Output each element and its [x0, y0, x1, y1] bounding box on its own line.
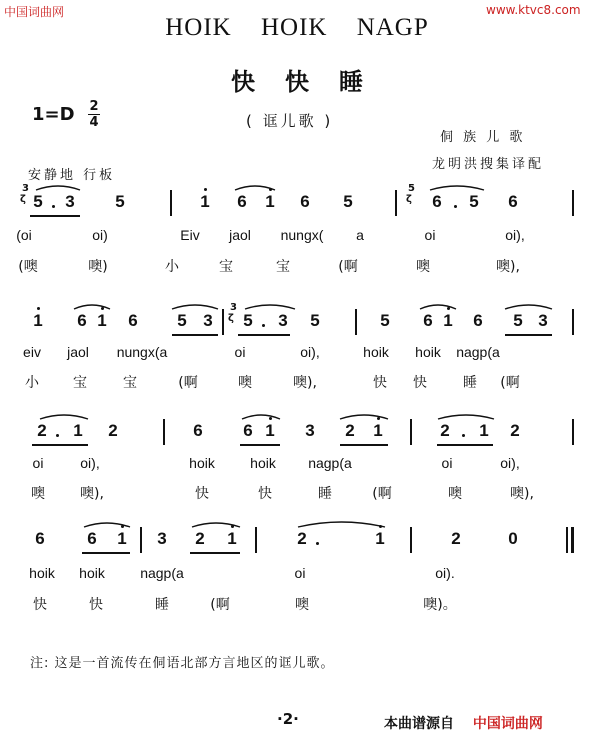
- barline: [395, 190, 397, 216]
- jianpu-note: 6: [128, 311, 138, 330]
- jianpu-note: 6: [300, 192, 310, 211]
- jianpu-note: 0: [508, 529, 518, 548]
- lyric-pinyin: hoik: [415, 344, 441, 360]
- jianpu-note: 1: [375, 529, 385, 548]
- eighth-underline: [240, 444, 280, 446]
- lyric-chinese: 小: [165, 259, 179, 275]
- song-title-english: HOIK HOIK NAGP: [165, 14, 429, 41]
- lyric-pinyin: jaol: [229, 227, 251, 243]
- eighth-underline: [437, 444, 493, 446]
- lyric-pinyin: a: [356, 227, 364, 243]
- lyric-pinyin: hoik: [29, 565, 55, 581]
- jianpu-note: 2: [297, 529, 307, 548]
- lyric-pinyin: Eiv: [180, 227, 200, 243]
- high-octave-dot: [377, 417, 380, 420]
- high-octave-dot: [269, 188, 272, 191]
- slur: [172, 305, 218, 309]
- jianpu-note: 3: [278, 311, 288, 330]
- lyric-pinyin: hoik: [250, 455, 276, 471]
- jianpu-note: 1: [33, 311, 43, 330]
- lyric-pinyin: nagp(a: [456, 344, 500, 360]
- high-octave-dot: [121, 525, 124, 528]
- lyric-chinese: (啊: [178, 375, 198, 391]
- lyric-chinese: (啊: [500, 375, 520, 391]
- final-barline-thin: [566, 527, 568, 553]
- slur: [438, 415, 494, 419]
- jianpu-note: 6: [87, 529, 97, 548]
- jianpu-note: 3: [157, 529, 167, 548]
- lyric-chinese: 快: [33, 597, 47, 613]
- jianpu-note: 5: [469, 192, 479, 211]
- jianpu-note: 6: [77, 311, 87, 330]
- slur: [505, 305, 552, 309]
- breath-tick: ζ: [228, 313, 234, 324]
- jianpu-note: 3: [65, 192, 75, 211]
- lyric-chinese: 噢),: [80, 486, 104, 502]
- lyric-chinese: 宝: [276, 259, 290, 275]
- slur: [420, 305, 456, 309]
- barline: [572, 419, 574, 445]
- jianpu-note: 6: [243, 421, 253, 440]
- lyric-pinyin: oi: [32, 455, 44, 471]
- lyric-pinyin: oi: [424, 227, 436, 243]
- jianpu-note: 5: [33, 192, 43, 211]
- slur: [298, 522, 385, 527]
- lyric-chinese: 噢),: [496, 259, 520, 275]
- credit-collector: 龙明洪搜集译配: [432, 157, 545, 172]
- lyric-chinese: 噢),: [510, 486, 534, 502]
- lyric-pinyin: nungx(a: [116, 344, 168, 360]
- jianpu-note: 6: [473, 311, 483, 330]
- high-octave-dot: [231, 525, 234, 528]
- lyric-chinese: 噢: [31, 486, 45, 502]
- lyric-chinese: 噢: [448, 486, 462, 502]
- lyric-pinyin: eiv: [23, 344, 41, 360]
- genre-label: ( 诓儿歌 ): [246, 112, 334, 130]
- jianpu-note: 1: [373, 421, 383, 440]
- eighth-underline: [172, 334, 218, 336]
- jianpu-note: 1: [227, 529, 237, 548]
- jianpu-note: 6: [237, 192, 247, 211]
- jianpu-note: 5: [115, 192, 125, 211]
- high-octave-dot: [447, 307, 450, 310]
- jianpu-note: 2: [195, 529, 205, 548]
- lyric-pinyin: oi),: [80, 455, 100, 471]
- lyric-chinese: 宝: [219, 259, 233, 275]
- barline: [572, 190, 574, 216]
- jianpu-note: 2: [345, 421, 355, 440]
- jianpu-note: 5: [343, 192, 353, 211]
- slur: [245, 305, 295, 309]
- lyric-chinese: 宝: [123, 375, 137, 391]
- lyric-pinyin: hoik: [79, 565, 105, 581]
- lyric-pinyin: nagp(a: [140, 565, 184, 581]
- jianpu-note: 6: [35, 529, 45, 548]
- lyric-chinese: 噢),: [293, 375, 317, 391]
- jianpu-note: 5: [513, 311, 523, 330]
- lyric-chinese: (啊: [372, 486, 392, 502]
- augmentation-dot: [316, 542, 319, 545]
- augmentation-dot: [462, 434, 465, 437]
- augmentation-dot: [56, 434, 59, 437]
- eighth-underline: [30, 215, 80, 217]
- credit-people: 侗 族 儿 歌: [440, 130, 526, 145]
- augmentation-dot: [262, 324, 265, 327]
- eighth-underline: [190, 552, 240, 554]
- breath-mark: 3: [22, 183, 29, 194]
- lyric-chinese: 睡: [155, 597, 169, 613]
- eighth-underline: [82, 552, 130, 554]
- jianpu-note: 6: [432, 192, 442, 211]
- jianpu-note: 1: [443, 311, 453, 330]
- jianpu-note: 6: [423, 311, 433, 330]
- jianpu-note: 5: [243, 311, 253, 330]
- jianpu-note: 3: [203, 311, 213, 330]
- jianpu-note: 3: [538, 311, 548, 330]
- time-denominator: 4: [89, 115, 99, 130]
- lyric-pinyin: oi),: [500, 455, 520, 471]
- lyric-chinese: 睡: [318, 486, 332, 502]
- barline: [222, 309, 224, 335]
- lyric-pinyin: oi: [294, 565, 306, 581]
- slur: [242, 415, 280, 419]
- song-title-chinese: 快快睡: [231, 68, 393, 96]
- slur: [74, 305, 110, 309]
- jianpu-note: 6: [508, 192, 518, 211]
- high-octave-dot: [269, 417, 272, 420]
- barline: [355, 309, 357, 335]
- barline: [140, 527, 142, 553]
- lyric-chinese: 睡: [463, 375, 477, 391]
- jianpu-note: 1: [265, 421, 275, 440]
- lyric-pinyin: oi): [92, 227, 108, 243]
- lyric-chinese: 噢)。: [423, 597, 457, 613]
- barline: [170, 190, 172, 216]
- slur: [430, 186, 484, 190]
- lyric-chinese: (啊: [210, 597, 230, 613]
- jianpu-note: 5: [177, 311, 187, 330]
- lyric-pinyin: hoik: [189, 455, 215, 471]
- jianpu-note: 6: [193, 421, 203, 440]
- eighth-underline: [340, 444, 388, 446]
- jianpu-note: 5: [310, 311, 320, 330]
- lyric-chinese: 小: [25, 375, 39, 391]
- augmentation-dot: [52, 205, 55, 208]
- jianpu-note: 1: [265, 192, 275, 211]
- barline: [410, 527, 412, 553]
- jianpu-note: 2: [510, 421, 520, 440]
- watermark-left: 中国词曲网: [4, 5, 65, 19]
- source-site-link[interactable]: 中国词曲网: [472, 716, 543, 732]
- breath-tick: ζ: [406, 194, 412, 205]
- barline: [163, 419, 165, 445]
- lyric-pinyin: oi: [441, 455, 453, 471]
- footnote: 注: 这是一首流传在侗语北部方言地区的诓儿歌。: [30, 656, 335, 671]
- page-number: ·2·: [277, 710, 299, 728]
- barline: [410, 419, 412, 445]
- source-credit: [384, 713, 543, 733]
- lyric-pinyin: oi: [234, 344, 246, 360]
- breath-tick: ζ: [20, 194, 26, 205]
- jianpu-note: 2: [37, 421, 47, 440]
- lyric-chinese: 快: [413, 375, 427, 391]
- lyric-chinese: 快: [373, 375, 387, 391]
- jianpu-note: 2: [451, 529, 461, 548]
- jianpu-note: 2: [108, 421, 118, 440]
- lyric-chinese: (噢: [18, 259, 38, 275]
- slur: [40, 415, 88, 419]
- lyric-chinese: 快: [258, 486, 272, 502]
- lyric-chinese: 噢: [238, 375, 252, 391]
- lyric-chinese: 快: [89, 597, 103, 613]
- jianpu-note: 3: [305, 421, 315, 440]
- lyric-pinyin: oi),: [505, 227, 525, 243]
- barline: [572, 309, 574, 335]
- lyric-chinese: 快: [195, 486, 209, 502]
- eighth-underline: [505, 334, 552, 336]
- jianpu-note: 1: [200, 192, 210, 211]
- final-barline-thick: [571, 527, 574, 553]
- slur: [36, 186, 80, 190]
- lyric-pinyin: oi).: [435, 565, 455, 581]
- eighth-underline: [32, 444, 88, 446]
- jianpu-note: 1: [97, 311, 107, 330]
- high-octave-dot: [204, 188, 207, 191]
- lyric-pinyin: oi),: [300, 344, 320, 360]
- lyric-pinyin: nungx(: [280, 227, 324, 243]
- lyric-pinyin: nagp(a: [308, 455, 352, 471]
- lyric-chinese: 噢: [295, 597, 309, 613]
- barline: [255, 527, 257, 553]
- time-signature: [88, 99, 100, 130]
- slur: [340, 415, 388, 419]
- time-numerator: 2: [89, 99, 99, 114]
- lyric-chinese: 宝: [73, 375, 87, 391]
- jianpu-note: 1: [479, 421, 489, 440]
- lyric-pinyin: (oi: [16, 227, 32, 243]
- augmentation-dot: [454, 205, 457, 208]
- lyric-pinyin: hoik: [363, 344, 389, 360]
- jianpu-note: 1: [73, 421, 83, 440]
- jianpu-note: 1: [117, 529, 127, 548]
- lyric-pinyin: jaol: [67, 344, 89, 360]
- key-signature: 1=D: [32, 104, 75, 125]
- breath-mark: 3: [230, 302, 237, 313]
- tempo-marking: 安静地 行板: [28, 168, 116, 183]
- source-label: 本曲谱源自: [384, 716, 454, 732]
- watermark-right: www.ktvc8.com: [486, 3, 581, 17]
- lyric-chinese: 噢: [416, 259, 430, 275]
- eighth-underline: [238, 334, 290, 336]
- jianpu-note: 5: [380, 311, 390, 330]
- high-octave-dot: [37, 307, 40, 310]
- lyric-chinese: (啊: [338, 259, 358, 275]
- lyric-chinese: 噢): [88, 259, 108, 275]
- high-octave-dot: [379, 525, 382, 528]
- breath-mark: 5: [408, 183, 415, 194]
- high-octave-dot: [101, 307, 104, 310]
- jianpu-note: 2: [440, 421, 450, 440]
